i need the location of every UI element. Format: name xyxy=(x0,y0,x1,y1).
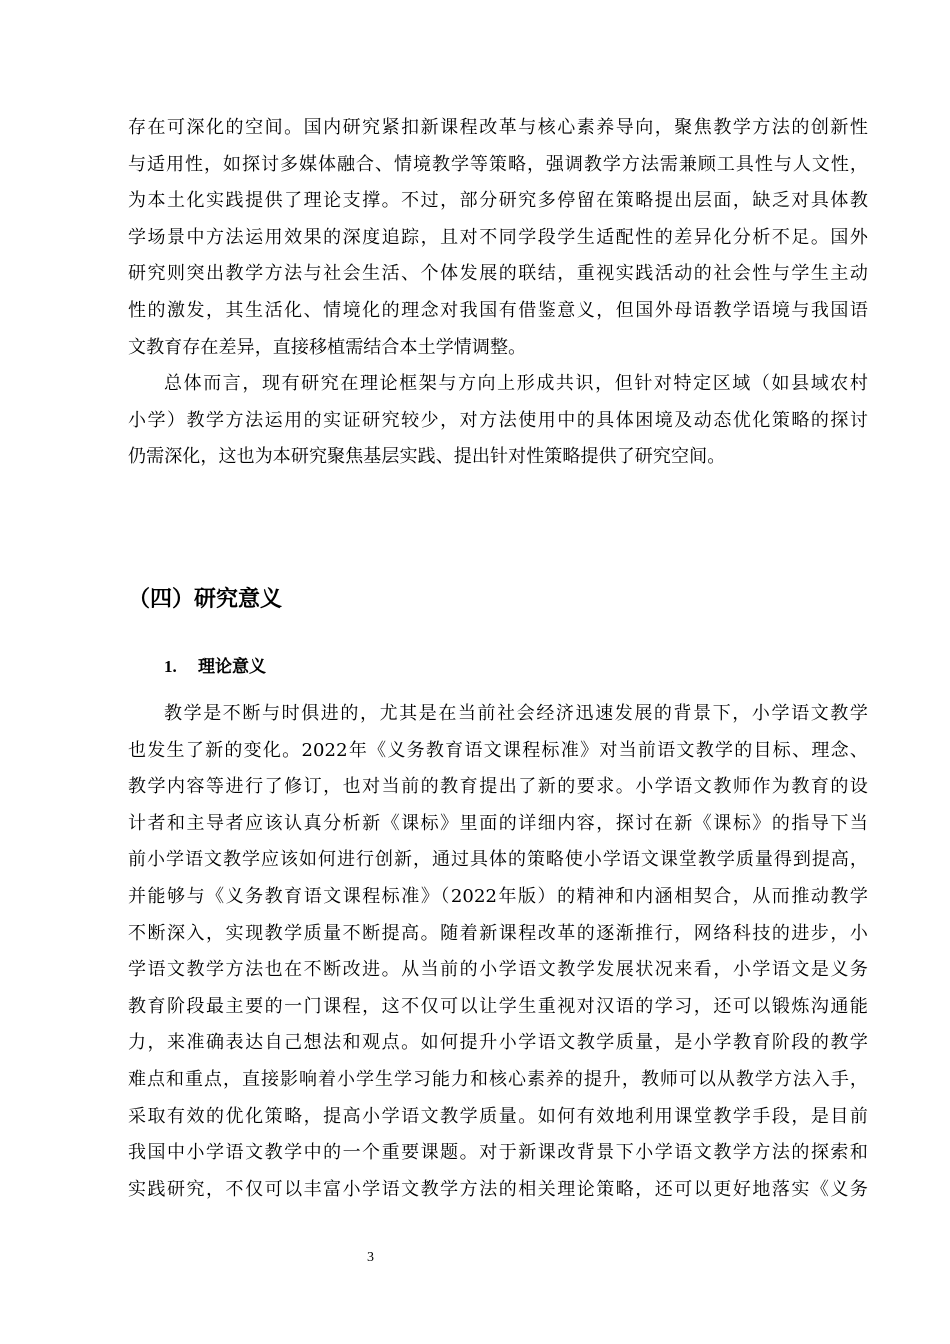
text-line: 学场景中方法运用效果的深度追踪，且对不同学段学生适配性的差异化分析不足。国外 xyxy=(128,226,868,248)
text-line: 力，来准确表达自己想法和观点。如何提升小学语文教学质量，是小学教育阶段的教学 xyxy=(128,1032,868,1054)
text-line: 计者和主导者应该认真分析新《课标》里面的详细内容，探讨在新《课标》的指导下当 xyxy=(128,812,868,834)
paragraph-summary xyxy=(128,366,868,476)
text-line: 不断深入，实现教学质量不断提高。随着新课程改革的逐渐推行，网络科技的进步，小 xyxy=(128,922,868,944)
text-line: 并能够与《义务教育语文课程标准》（2022年版）的精神和内涵相契合，从而推动教学 xyxy=(128,885,868,907)
text-line: 小学）教学方法运用的实证研究较少，对方法使用中的具体困境及动态优化策略的探讨 xyxy=(128,409,868,431)
text-line: 实践研究，不仅可以丰富小学语文教学方法的相关理论策略，还可以更好地落实《义务 xyxy=(128,1178,868,1200)
text-line: 前小学语文教学应该如何进行创新，通过具体的策略使小学语文课堂教学质量得到提高， xyxy=(128,849,868,871)
text-line: 教学是不断与时俱进的，尤其是在当前社会经济迅速发展的背景下，小学语文教学 xyxy=(164,703,868,724)
text-line: 也发生了新的变化。2022年《义务教育语文课程标准》对当前语文教学的目标、理念、 xyxy=(128,739,868,761)
text-line: 性的激发，其生活化、情境化的理念对我国有借鉴意义，但国外母语教学语境与我国语 xyxy=(128,299,868,321)
text-line: 教育阶段最主要的一门课程，这不仅可以让学生重视对汉语的学习，还可以锻炼沟通能 xyxy=(128,995,868,1017)
text-line: 难点和重点，直接影响着小学生学习能力和核心素养的提升，教师可以从教学方法入手， xyxy=(128,1068,868,1090)
paragraph-research-review-continued xyxy=(128,110,868,366)
sub-heading-number: 1. xyxy=(164,657,177,676)
text-line: 我国中小学语文教学中的一个重要课题。对于新课改背景下小学语文教学方法的探索和 xyxy=(128,1142,868,1164)
text-line: 存在可深化的空间。国内研究紧扣新课程改革与核心素养导向，聚焦教学方法的创新性 xyxy=(128,117,868,138)
sub-heading xyxy=(164,652,266,682)
sub-heading-title: 理论意义 xyxy=(198,657,266,677)
text-line: 仍需深化，这也为本研究聚焦基层实践、提出针对性策略提供了研究空间。 xyxy=(128,446,726,468)
section-heading: （四）研究意义 xyxy=(128,587,283,612)
text-line: 研究则突出教学方法与社会生活、个体发展的联结，重视实践活动的社会性与学生主动 xyxy=(128,263,868,285)
text-line: 文教育存在差异，直接移植需结合本土学情调整。 xyxy=(128,336,527,358)
page-number: 3 xyxy=(367,1250,374,1265)
text-line: 与适用性，如探讨多媒体融合、情境教学等策略，强调教学方法需兼顾工具性与人文性， xyxy=(128,153,868,175)
text-line: 学语文教学方法也在不断改进。从当前的小学语文教学发展状况来看，小学语文是义务 xyxy=(128,959,868,981)
paragraph-theoretical-significance xyxy=(128,696,868,1208)
text-line: 总体而言，现有研究在理论框架与方向上形成共识，但针对特定区域（如县域农村 xyxy=(164,373,868,394)
text-line: 为本土化实践提供了理论支撑。不过，部分研究多停留在策略提出层面，缺乏对具体教 xyxy=(128,190,868,212)
text-line: 采取有效的优化策略，提高小学语文教学质量。如何有效地利用课堂教学手段，是目前 xyxy=(128,1105,868,1127)
text-line: 教学内容等进行了修订，也对当前的教育提出了新的要求。小学语文教师作为教育的设 xyxy=(128,776,868,798)
